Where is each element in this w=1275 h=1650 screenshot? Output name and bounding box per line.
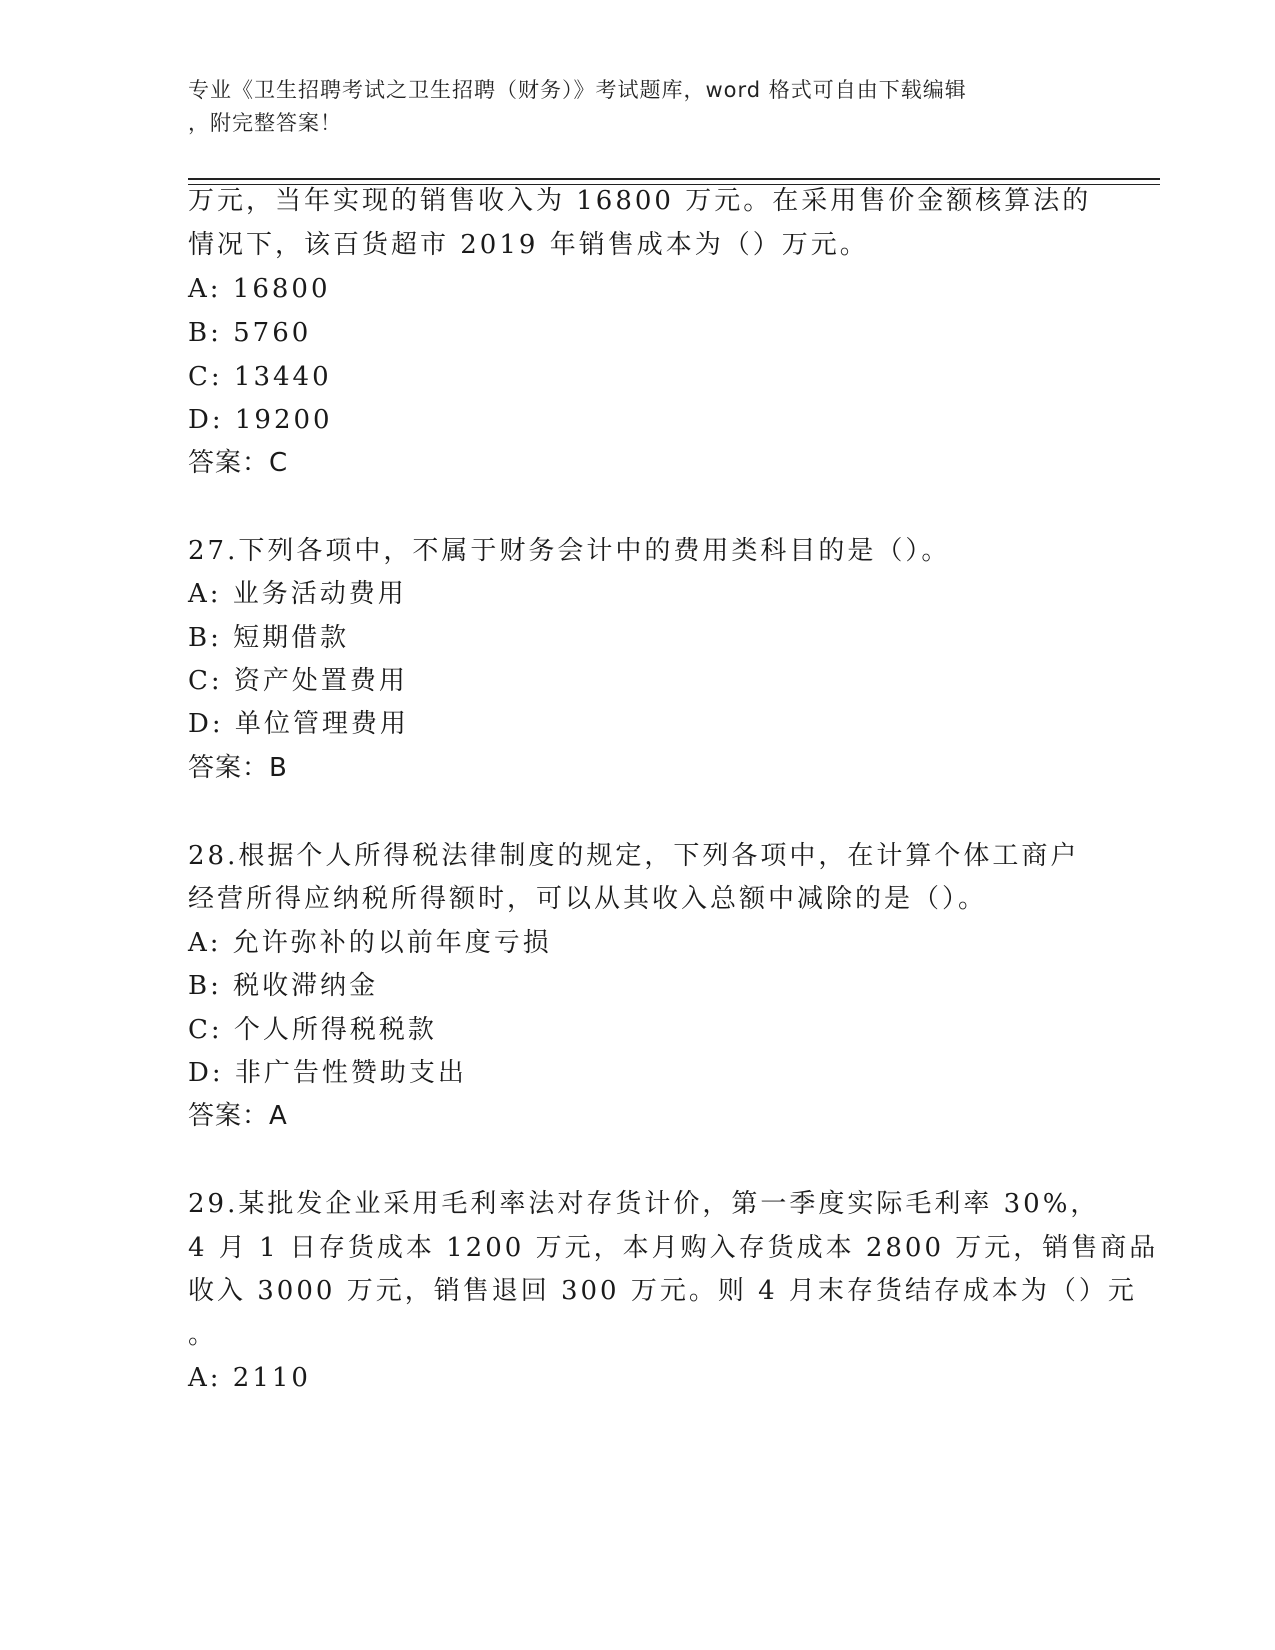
header-divider-thick [188,178,1160,180]
q27-answer: 答案：B [188,753,288,783]
q28-option-c: C: 个人所得税税款 [188,1015,437,1045]
q29-text-line-2: 4 月 1 日存货成本 1200 万元，本月购入存货成本 2800 万元，销售商品 [188,1233,1159,1263]
q28-option-d: D: 非广告性赞助支出 [188,1058,467,1088]
q26-text-line-2: 情况下，该百货超市 2019 年销售成本为（）万元。 [188,230,869,260]
q27-option-b: B: 短期借款 [188,623,350,653]
q27-option-d: D: 单位管理费用 [188,709,409,739]
q27-option-c: C: 资产处置费用 [188,666,408,696]
q29-text-line-4: 。 [188,1320,218,1350]
q27-option-a: A: 业务活动费用 [188,579,407,609]
header-line-1: 专业《卫生招聘考试之卫生招聘（财务）》考试题库，word 格式可自由下载编辑 [188,78,967,102]
q28-answer: 答案：A [188,1101,288,1131]
document-header [188,74,1088,140]
q29-text-line-1: 29.某批发企业采用毛利率法对存货计价，第一季度实际毛利率 30%， [188,1189,1100,1219]
q28-text-line-2: 经营所得应纳税所得额时，可以从其收入总额中减除的是（）。 [188,884,988,914]
q29-text-line-3: 收入 3000 万元，销售退回 300 万元。则 4 月末存货结存成本为（）元 [188,1276,1137,1306]
q28-option-a: A: 允许弥补的以前年度亏损 [188,928,552,958]
q26-option-d: D: 19200 [188,405,333,435]
header-line-2: ，附完整答案！ [188,111,342,135]
q26-answer: 答案：C [188,448,289,478]
q26-option-a: A: 16800 [188,274,331,304]
q26-text-line-1: 万元，当年实现的销售收入为 16800 万元。在采用售价金额核算法的 [188,186,1092,216]
q26-option-c: C: 13440 [188,362,332,392]
q26-option-b: B: 5760 [188,318,312,348]
q28-option-b: B: 税收滞纳金 [188,971,379,1001]
q29-option-a: A: 2110 [188,1363,311,1393]
q27-text-line-1: 27.下列各项中，不属于财务会计中的费用类科目的是（）。 [188,536,951,566]
q28-text-line-1: 28.根据个人所得税法律制度的规定，下列各项中，在计算个体工商户 [188,841,1080,871]
